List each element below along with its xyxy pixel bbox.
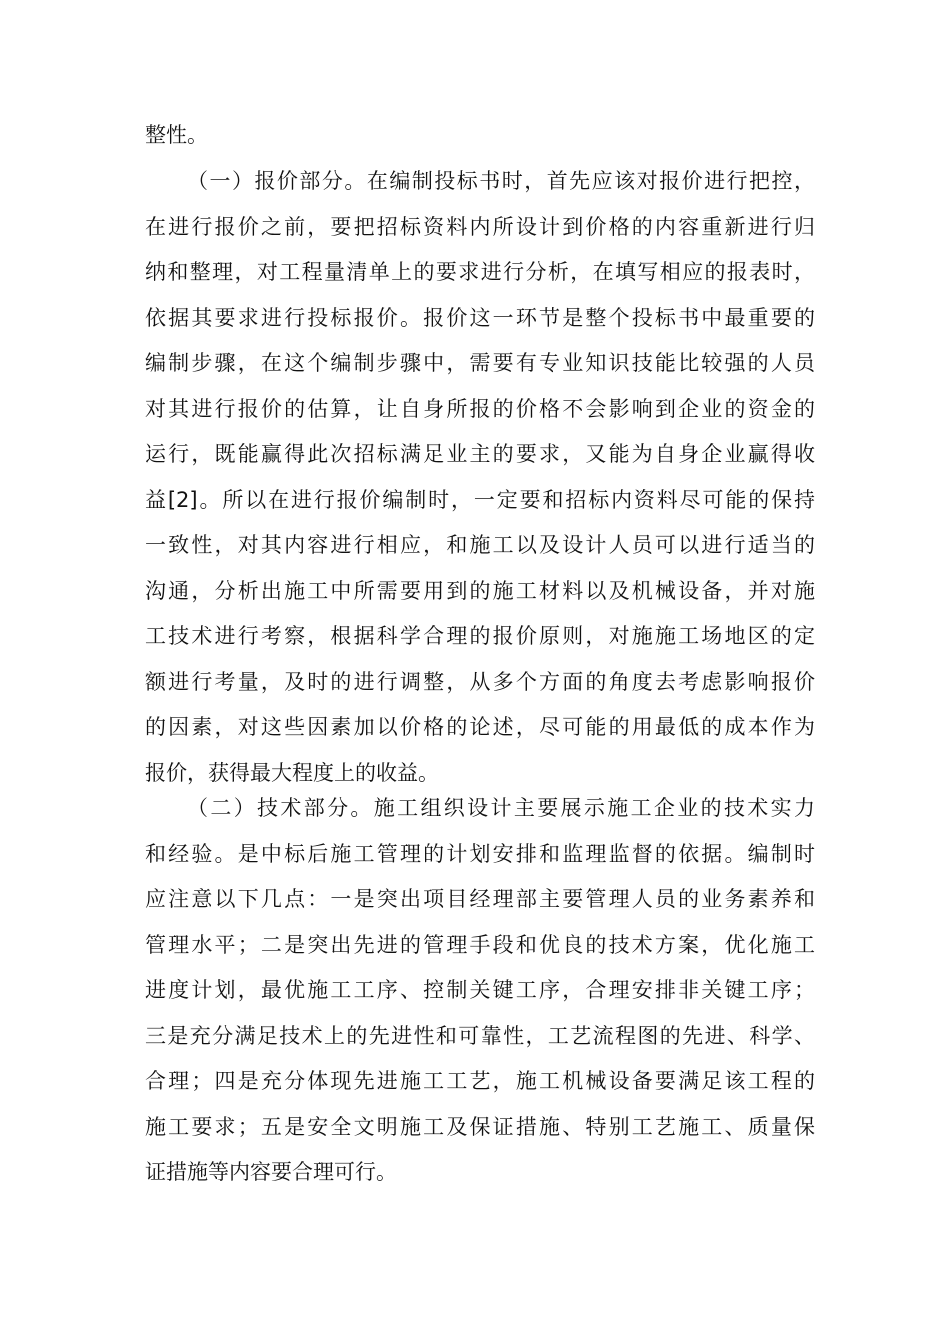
paragraph-line: 整性。 — [145, 123, 208, 147]
paragraph-line: 沟通，分析出施工中所需要用到的施工材料以及机械设备，并对施 — [145, 578, 815, 603]
paragraph-line: 和经验。是中标后施工管理的计划安排和监理监督的依据。编制时 — [145, 841, 815, 866]
paragraph-line: 工技术进行考察，根据科学合理的报价原则，对施施工场地区的定 — [145, 624, 815, 648]
paragraph-line: 在进行报价之前，要把招标资料内所设计到价格的内容重新进行归 — [145, 214, 815, 239]
technical-section-paragraph — [145, 786, 815, 1196]
paragraph-line: 依据其要求进行投标报价。报价这一环节是整个投标书中最重要的 — [145, 305, 815, 330]
paragraph-line: 额进行考量，及时的进行调整，从多个方面的角度去考虑影响报价 — [145, 669, 815, 694]
paragraph-line: （一）报价部分。在编制投标书时，首先应该对报价进行把控， — [187, 169, 815, 193]
paragraph-line: 一致性，对其内容进行相应，和施工以及设计人员可以进行适当的 — [145, 533, 815, 557]
paragraph-line: 纳和整理，对工程量清单上的要求进行分析，在填写相应的报表时， — [145, 260, 815, 284]
continuation-paragraph — [145, 113, 815, 159]
paragraph-line: 益[2]。所以在进行报价编制时，一定要和招标内资料尽可能的保持 — [145, 487, 815, 512]
paragraph-line: 进度计划，最优施工工序、控制关键工序，合理安排非关键工序； — [145, 978, 815, 1002]
paragraph-line: 运行，既能赢得此次招标满足业主的要求，又能为自身企业赢得收 — [145, 442, 815, 466]
paragraph-line: 三是充分满足技术上的先进性和可靠性，工艺流程图的先进、科学、 — [145, 1023, 815, 1048]
paragraph-line: 管理水平；二是突出先进的管理手段和优良的技术方案，优化施工 — [145, 932, 815, 957]
paragraph-line: 合理；四是充分体现先进施工工艺，施工机械设备要满足该工程的 — [145, 1069, 815, 1093]
paragraph-line: （二）技术部分。施工组织设计主要展示施工企业的技术实力 — [187, 796, 815, 820]
paragraph-line: 施工要求；五是安全文明施工及保证措施、特别工艺施工、质量保 — [145, 1114, 815, 1139]
quote-section-paragraph — [145, 159, 815, 796]
paragraph-line: 证措施等内容要合理可行。 — [145, 1160, 397, 1184]
paragraph-line: 编制步骤，在这个编制步骤中，需要有专业知识技能比较强的人员 — [145, 351, 815, 375]
paragraph-line: 的因素，对这些因素加以价格的论述，尽可能的用最低的成本作为 — [145, 715, 815, 739]
paragraph-line: 应注意以下几点：一是突出项目经理部主要管理人员的业务素养和 — [145, 887, 815, 911]
paragraph-line: 对其进行报价的估算，让自身所报的价格不会影响到企业的资金的 — [145, 396, 815, 421]
paragraph-line: 报价，获得最大程度上的收益。 — [145, 760, 439, 785]
